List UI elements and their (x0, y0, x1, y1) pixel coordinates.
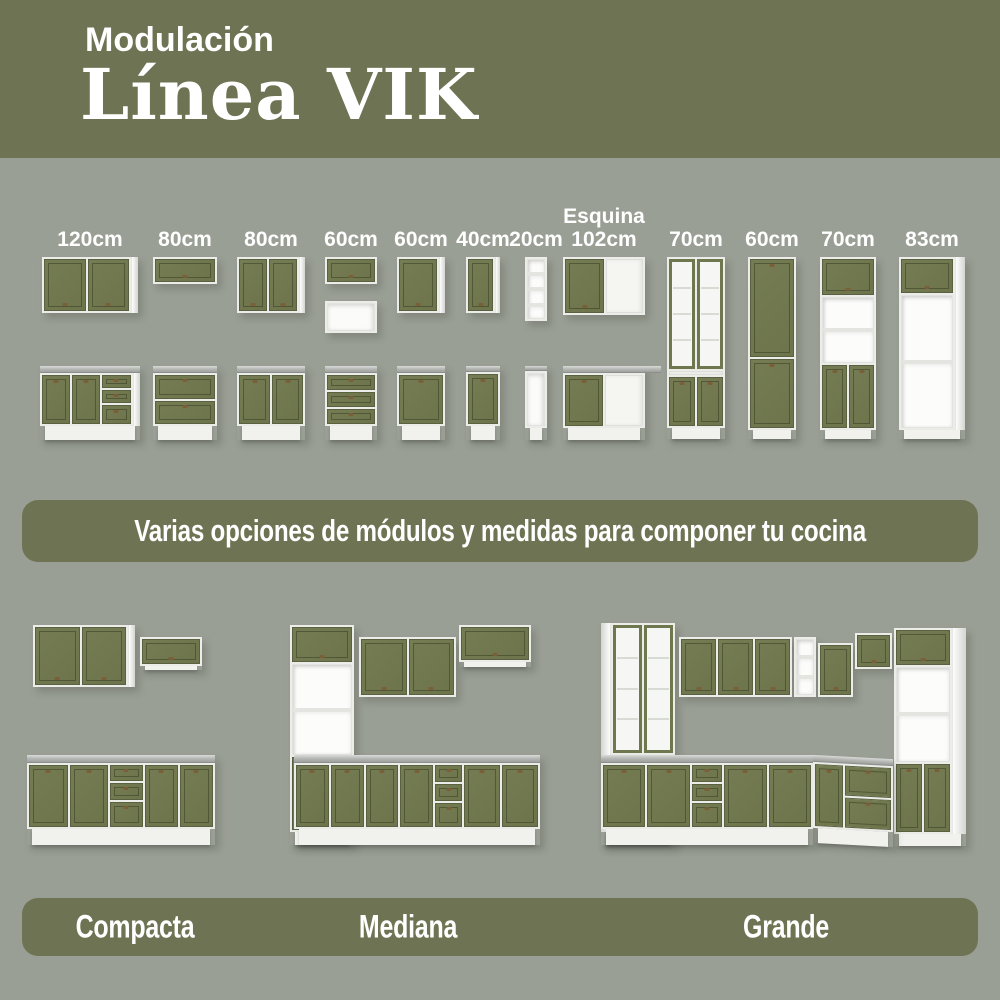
module-size-label: 83cm (905, 228, 959, 252)
carcass-side (439, 257, 445, 313)
base-cabinet-doors-drawers (40, 366, 140, 440)
cabinet-drawer (692, 765, 722, 782)
carcass-side (955, 257, 965, 430)
cabinet-door (42, 375, 70, 424)
wall-cabinet-1-door (818, 643, 853, 697)
cabinet-drawer (155, 401, 215, 425)
cabinet-door (669, 377, 695, 426)
plinth (242, 426, 300, 440)
shelf (528, 307, 544, 319)
cabinet-door (647, 765, 689, 827)
plinth (899, 834, 961, 846)
cabinet-door (272, 375, 303, 424)
open-shelves (822, 297, 874, 363)
kitchen-examples (0, 590, 1000, 890)
plinth (672, 428, 720, 439)
glass-shelf (673, 341, 691, 365)
glass-door (669, 259, 695, 369)
cabinet-door (468, 259, 493, 311)
tall-fridge-housing (899, 257, 965, 439)
cabinet-drawer (845, 766, 891, 798)
glass-shelf (701, 341, 719, 365)
cabinet-door (750, 359, 794, 428)
countertop (237, 366, 305, 373)
cabinet-door (769, 765, 811, 827)
wall-cabinet-2-doors (42, 257, 138, 313)
shelf (897, 716, 949, 760)
glass-shelf (617, 720, 638, 748)
cabinet-door (603, 765, 645, 827)
shelf (823, 298, 873, 332)
white-panel (606, 259, 643, 313)
shelf (528, 276, 544, 292)
plinth (402, 426, 440, 440)
cabinet-door (44, 259, 86, 311)
module-size-label: 70cm (669, 228, 723, 252)
plinth (606, 829, 808, 845)
wall-cabinet-2-doors (237, 257, 305, 313)
countertop (325, 366, 377, 373)
glass-door (697, 259, 723, 369)
shelf (897, 668, 949, 716)
cabinet-drawer (327, 392, 375, 407)
open-shelf-unit (525, 257, 547, 321)
cabinet-drawer (692, 803, 722, 827)
countertop (397, 366, 445, 373)
cabinet-drawer (327, 409, 375, 424)
open-shelves (901, 295, 953, 428)
open-shelves (527, 259, 545, 319)
cabinet-door (399, 259, 437, 311)
tall-glass-cabinet (667, 257, 725, 439)
countertop (601, 755, 813, 763)
cabinet-door (924, 764, 950, 832)
plinth (45, 426, 135, 440)
glass-door (613, 625, 642, 753)
countertop (563, 366, 661, 373)
white-panel (669, 371, 723, 375)
cabinet-door (468, 374, 498, 424)
cabinet-door (896, 764, 922, 832)
page-title: Línea VIK (80, 53, 478, 136)
module-size-label: Esquina 102cm (563, 204, 645, 252)
plinth (158, 426, 212, 440)
open-shelves (796, 639, 814, 695)
base-cabinet-3-drawers (325, 366, 377, 440)
module-size-label: 60cm (394, 228, 448, 252)
cabinet-door (239, 259, 267, 311)
cabinet-flap (327, 259, 375, 282)
countertop (40, 366, 140, 373)
cabinet-door (849, 365, 874, 428)
glass-door (644, 625, 673, 753)
module-size-label: 70cm (821, 228, 875, 252)
cabinet-door (718, 639, 753, 695)
brand-kicker: Modulación (85, 21, 274, 59)
tall-oven-cabinet (894, 628, 966, 846)
cabinet-section (844, 765, 892, 832)
cabinet-section (101, 374, 132, 425)
glass-shelf (701, 263, 719, 289)
cabinet-door (724, 765, 766, 827)
base-cabinet-1-door (397, 366, 445, 440)
kitchen-size-label-compacta: Compacta (75, 908, 195, 945)
cabinet-flap (901, 259, 953, 293)
module-size-label: 60cm (324, 228, 378, 252)
wall-cabinet-run (679, 637, 792, 697)
glass-shelf (701, 289, 719, 315)
carcass-side (495, 257, 500, 313)
cabinet-door (269, 259, 297, 311)
modules-strip (0, 158, 1000, 490)
module-size-label: 40cm (456, 228, 510, 252)
cabinet-flap (857, 635, 890, 667)
corner-base-cabinet (563, 366, 645, 440)
open-shelves (896, 667, 950, 762)
glass-shelf (648, 720, 669, 748)
cabinet-door (822, 365, 847, 428)
cabinet-door (820, 645, 851, 695)
carcass-side (133, 373, 140, 426)
plinth (818, 828, 888, 847)
options-banner-label: Varias opciones de módulos y medidas para componer tu cocina (134, 513, 866, 548)
glass-shelf (648, 690, 669, 720)
shelf (902, 296, 952, 363)
module-size-label: 60cm (745, 228, 799, 252)
module-size-label: 80cm (158, 228, 212, 252)
shelf (902, 364, 952, 427)
glass-shelf (617, 659, 638, 689)
countertop (153, 366, 217, 373)
cabinet-door (697, 377, 723, 426)
base-return-run (813, 755, 893, 847)
plinth (904, 430, 960, 439)
wall-cabinet-1-door (466, 257, 500, 313)
plinth (568, 428, 640, 440)
base-cabinet-1-door (466, 366, 500, 440)
cabinet-drawer (102, 375, 131, 388)
plinth (530, 428, 542, 440)
open-wall-box (325, 301, 377, 333)
glass-shelf (673, 289, 691, 315)
carcass-side (299, 257, 305, 313)
glass-shelf (673, 263, 691, 289)
wall-cabinet-1-door (397, 257, 445, 313)
kitchen-size-label-grande: Grande (743, 908, 829, 945)
wall-flap-cabinet (153, 257, 217, 284)
plinth (330, 426, 372, 440)
cabinet-door (88, 259, 130, 311)
glass-shelf (648, 659, 669, 689)
base-cabinet-2-drawers (153, 366, 217, 440)
tall-oven-cabinet (820, 257, 876, 439)
plinth (753, 430, 791, 439)
shelf (823, 332, 873, 362)
module-size-label: 120cm (57, 228, 123, 252)
glass-shelf (617, 629, 638, 659)
cabinet-door (815, 764, 843, 827)
module-size-label: 20cm (509, 228, 563, 252)
open-compartment (527, 373, 545, 426)
shelf (797, 640, 813, 659)
glass-shelf (617, 690, 638, 720)
cabinet-door (750, 259, 794, 357)
shelf (528, 260, 544, 276)
shelf (797, 679, 813, 694)
cabinet-section (691, 764, 723, 828)
cabinet-door (565, 259, 604, 313)
carcass-side (131, 257, 138, 313)
cabinet-drawer (102, 390, 131, 403)
shelf (528, 291, 544, 307)
plinth (825, 430, 871, 439)
base-cabinet-2-doors (237, 366, 305, 440)
wall-flap-cabinet (325, 257, 377, 284)
white-panel (605, 375, 643, 426)
cabinet-drawer (155, 375, 215, 399)
options-banner-text (22, 513, 978, 549)
glass-shelf (648, 629, 669, 659)
cabinet-door (755, 639, 790, 695)
cabinet-flap (155, 259, 215, 282)
plinth (471, 426, 495, 440)
cabinet-door (399, 375, 443, 424)
cabinet-door (102, 405, 131, 424)
cabinet-door (681, 639, 716, 695)
open-compartment (327, 303, 375, 331)
cabinet-door (72, 375, 100, 424)
corner-open-shelves (794, 637, 816, 697)
corner-wall-cabinet (563, 257, 645, 315)
base-run (601, 755, 813, 845)
glass-shelf (701, 315, 719, 341)
kitchen-size-label-mediana: Mediana (358, 908, 458, 945)
shelf (797, 659, 813, 678)
cabinet-door (239, 375, 270, 424)
kitchen-grande (0, 590, 1000, 890)
cabinet-flap (896, 630, 950, 665)
open-base-unit (525, 366, 547, 440)
cabinet-flap (822, 259, 874, 295)
carcass-side (952, 628, 966, 834)
wall-flap-cabinet (855, 633, 892, 669)
sizes-banner (22, 898, 978, 956)
options-banner (22, 500, 978, 562)
glass-shelf (673, 315, 691, 341)
header-band (0, 0, 1000, 158)
cabinet-door (565, 375, 603, 426)
tall-pantry-cabinet (748, 257, 796, 439)
module-size-label: 80cm (244, 228, 298, 252)
cabinet-drawer (692, 784, 722, 801)
cabinet-drawer (327, 375, 375, 390)
cabinet-drawer (845, 798, 891, 830)
